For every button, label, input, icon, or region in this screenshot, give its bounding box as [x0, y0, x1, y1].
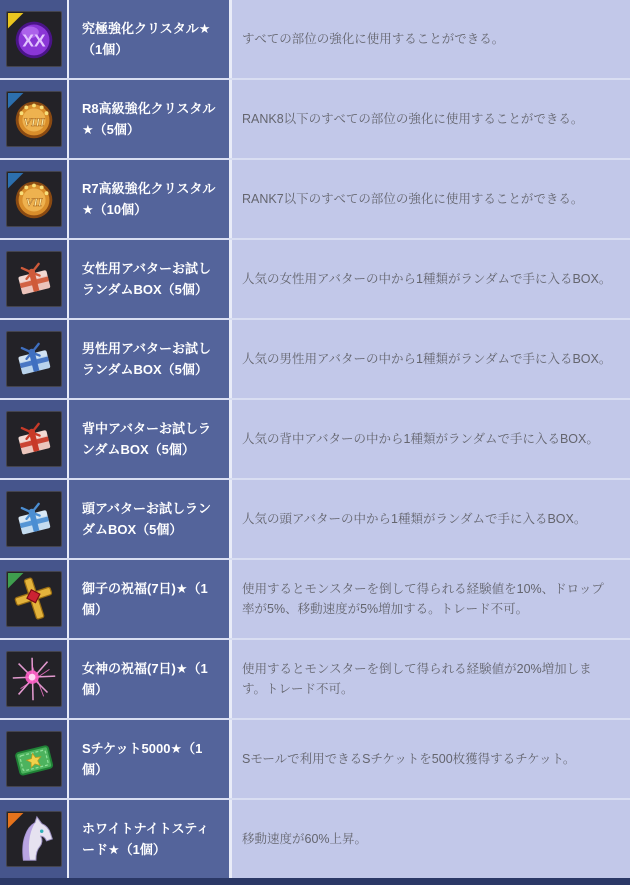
item-name: 背中アバターお試しランダムBOX（5個）	[82, 421, 211, 457]
item-name-cell	[69, 0, 229, 78]
ultimate-enhance-crystal-icon	[6, 11, 62, 67]
item-description-cell	[232, 240, 630, 318]
item-name: 御子の祝福(7日)★（1個）	[82, 581, 208, 617]
item-name-cell	[69, 400, 229, 478]
item-name-cell	[69, 640, 229, 718]
item-description: 人気の頭アバターの中から1種類がランダムで手に入るBOX。	[242, 512, 587, 526]
item-name: R8高級強化クリスタル★（5個）	[82, 101, 216, 137]
item-description: Sモールで利用できるSチケットを500枚獲得するチケット。	[242, 752, 576, 766]
r8-enhance-crystal-icon	[6, 91, 62, 147]
item-icon-cell	[0, 0, 67, 78]
miko-blessing-cross-icon	[6, 571, 62, 627]
item-description: すべての部位の強化に使用することができる。	[242, 32, 505, 46]
svg-text:VIII: VIII	[22, 115, 45, 129]
item-name: 女神の祝福(7日)★（1個）	[82, 661, 208, 697]
item-name-cell	[69, 320, 229, 398]
table-bottom-border	[0, 878, 630, 885]
item-description-cell	[232, 720, 630, 798]
item-description-cell	[232, 800, 630, 878]
item-description: 移動速度が60%上昇。	[242, 832, 368, 846]
item-icon-cell	[0, 640, 67, 718]
item-name-cell	[69, 480, 229, 558]
item-row	[0, 80, 630, 160]
item-name: ホワイトナイトスティード★（1個）	[82, 821, 210, 857]
item-name: 女性用アバターお試しランダムBOX（5個）	[82, 261, 211, 297]
item-description: 人気の男性用アバターの中から1種類がランダムで手に入るBOX。	[242, 352, 612, 366]
white-knight-steed-icon	[6, 811, 62, 867]
female-avatar-trial-box-icon	[6, 251, 62, 307]
item-row	[0, 640, 630, 720]
item-description-cell	[232, 400, 630, 478]
r7-enhance-crystal-icon	[6, 171, 62, 227]
item-icon-cell	[0, 480, 67, 558]
item-name: Sチケット5000★（1個）	[82, 741, 203, 777]
goddess-blessing-burst-icon	[6, 651, 62, 707]
item-row	[0, 800, 630, 878]
item-icon-cell	[0, 160, 67, 238]
item-row	[0, 400, 630, 480]
item-description: 人気の女性用アバターの中から1種類がランダムで手に入るBOX。	[242, 272, 612, 286]
item-icon-cell	[0, 240, 67, 318]
item-name-cell	[69, 240, 229, 318]
back-avatar-trial-box-icon	[6, 411, 62, 467]
item-name-cell	[69, 160, 229, 238]
item-row	[0, 240, 630, 320]
item-row	[0, 160, 630, 240]
item-description-cell	[232, 640, 630, 718]
item-row	[0, 0, 630, 80]
item-description-cell	[232, 160, 630, 238]
svg-text:VII: VII	[25, 195, 42, 209]
item-name: 男性用アバターお試しランダムBOX（5個）	[82, 341, 211, 377]
item-description-cell	[232, 0, 630, 78]
item-name: R7高級強化クリスタル★（10個）	[82, 181, 216, 217]
item-name-cell	[69, 560, 229, 638]
item-name-cell	[69, 800, 229, 878]
item-description-cell	[232, 320, 630, 398]
item-icon-cell	[0, 400, 67, 478]
item-icon-cell	[0, 320, 67, 398]
item-name: 頭アバターお試しランダムBOX（5個）	[82, 501, 211, 537]
svg-text:XX: XX	[21, 30, 46, 51]
item-name-cell	[69, 80, 229, 158]
male-avatar-trial-box-icon	[6, 331, 62, 387]
item-description: 使用するとモンスターを倒して得られる経験値が20%増加します。トレード不可。	[242, 662, 592, 696]
item-name: 究極強化クリスタル★（1個）	[82, 21, 211, 57]
item-row	[0, 720, 630, 800]
item-row	[0, 560, 630, 640]
item-icon-cell	[0, 560, 67, 638]
item-icon-cell	[0, 800, 67, 878]
item-description-cell	[232, 560, 630, 638]
item-name-cell	[69, 720, 229, 798]
item-description: 人気の背中アバターの中から1種類がランダムで手に入るBOX。	[242, 432, 599, 446]
item-row	[0, 480, 630, 560]
item-description: 使用するとモンスターを倒して得られる経験値を10%、ドロップ率が5%、移動速度が5%増加する。トレード不可。	[242, 582, 604, 616]
item-icon-cell	[0, 80, 67, 158]
item-description: RANK7以下のすべての部位の強化に使用することができる。	[242, 192, 584, 206]
item-description: RANK8以下のすべての部位の強化に使用することができる。	[242, 112, 584, 126]
item-description-cell	[232, 80, 630, 158]
head-avatar-trial-box-icon	[6, 491, 62, 547]
item-description-cell	[232, 480, 630, 558]
item-row	[0, 320, 630, 400]
item-icon-cell	[0, 720, 67, 798]
s-ticket-icon	[6, 731, 62, 787]
